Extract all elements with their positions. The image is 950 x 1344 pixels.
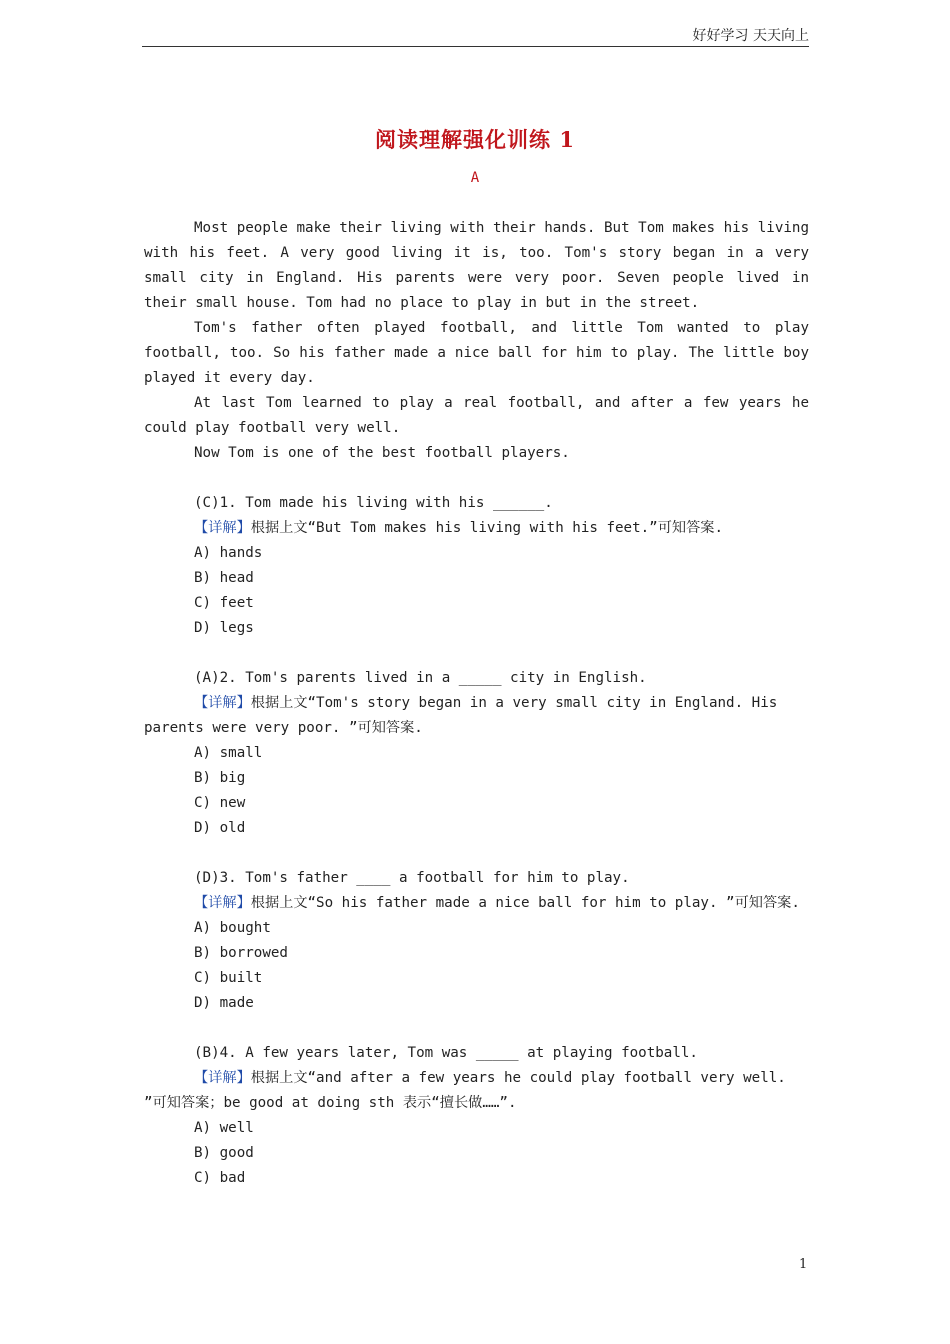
detail-text: 根据上文“But Tom makes his living with his feet.”可知答案. — [250, 520, 724, 536]
answer-option: A) bought — [194, 920, 271, 936]
answer-option: D) made — [194, 995, 254, 1011]
page-number: 1 — [799, 1257, 808, 1272]
document-body — [144, 216, 809, 1191]
section-label: A — [470, 170, 480, 186]
detail-label: 【详解】 — [194, 520, 251, 536]
question-detail — [144, 516, 809, 541]
header-motto: 好好学习 天天向上 — [692, 28, 809, 44]
question-detail — [144, 891, 809, 916]
answer-option: C) new — [194, 795, 246, 811]
answer-option: B) head — [194, 570, 254, 586]
answer-option: D) legs — [194, 620, 254, 636]
answer-option: C) feet — [194, 595, 254, 611]
answer-option: B) borrowed — [194, 945, 288, 961]
passage-paragraph: At last Tom learned to play a real football, and after a few years he could play football very well. — [144, 395, 809, 436]
detail-text: 根据上文“So his father made a nice ball for him to play. ”可知答案. — [250, 895, 800, 911]
question-stem: (C)1. Tom made his living with his ______. — [194, 495, 553, 511]
question-stem: (B)4. A few years later, Tom was _____ at playing football. — [194, 1045, 698, 1061]
answer-option: D) old — [194, 820, 246, 836]
question-detail — [144, 1066, 809, 1116]
question-stem: (A)2. Tom's parents lived in a _____ city in English. — [194, 670, 647, 686]
answer-option: C) bad — [194, 1170, 246, 1186]
answer-option: C) built — [194, 970, 263, 986]
answer-option: A) well — [194, 1120, 254, 1136]
detail-text: 根据上文“Tom's story began in a very small city in England. His parents were very poor. ”可知答案. — [144, 695, 778, 736]
page-header — [142, 22, 809, 47]
question-stem: (D)3. Tom's father ____ a football for him to play. — [194, 870, 630, 886]
question-detail — [144, 691, 809, 741]
detail-label: 【详解】 — [194, 1070, 251, 1086]
detail-label: 【详解】 — [194, 695, 251, 711]
detail-label: 【详解】 — [194, 895, 251, 911]
page-title: 阅读理解强化训练 1 — [375, 127, 575, 152]
answer-option: B) big — [194, 770, 246, 786]
answer-option: B) good — [194, 1145, 254, 1161]
passage-paragraph: Now Tom is one of the best football players. — [194, 445, 570, 461]
detail-text: 根据上文“and after a few years he could play football very well. ”可知答案；be good at doing sth 表示“擅长做……”. — [144, 1070, 786, 1111]
passage-paragraph: Most people make their living with their hands. But Tom makes his living with his feet. A very good living it is, too. Tom's story began in a very small city in England. His parents were very poor. Seven people lived in their small house. Tom had no place to play in but in the street. — [144, 220, 809, 311]
passage-paragraph: Tom's father often played football, and little Tom wanted to play football, too. So his father made a nice ball for him to play. The little boy played it every day. — [144, 320, 809, 386]
answer-option: A) hands — [194, 545, 263, 561]
answer-option: A) small — [194, 745, 263, 761]
